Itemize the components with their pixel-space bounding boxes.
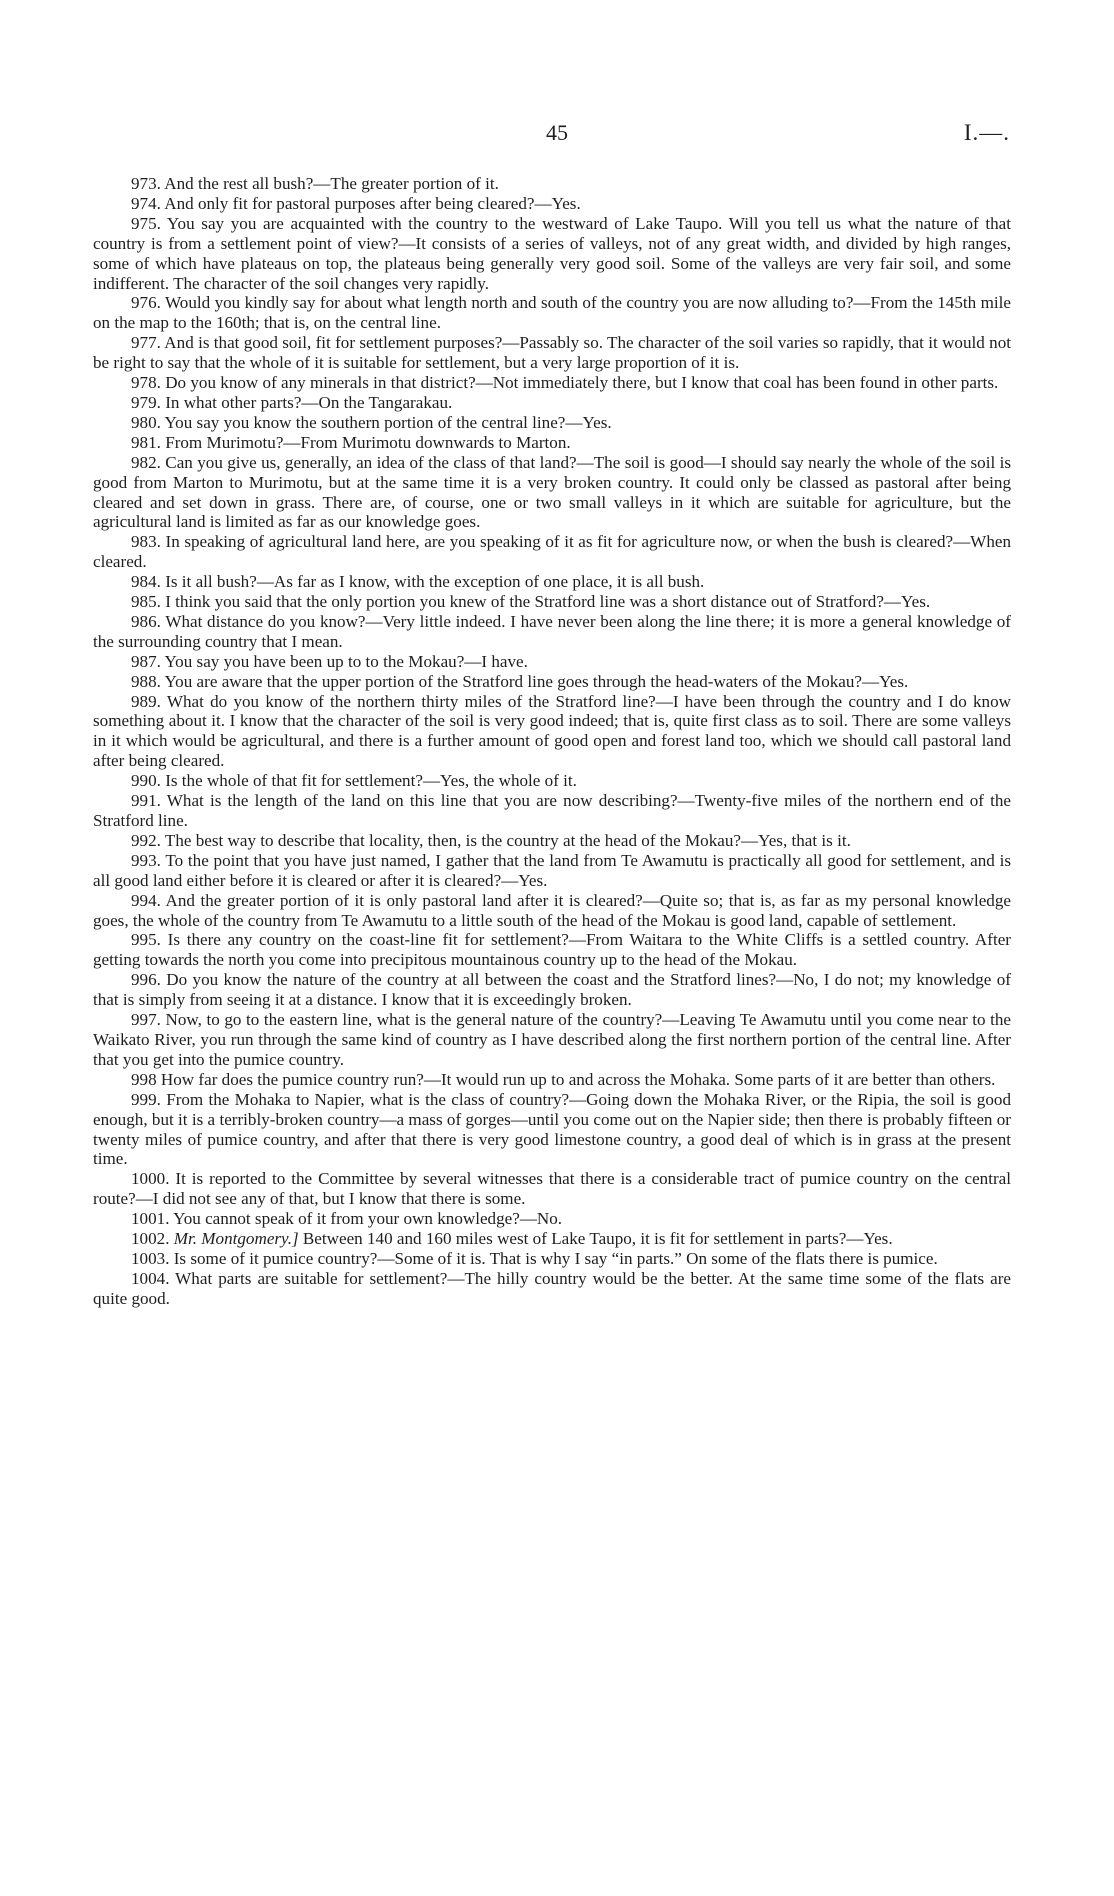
paragraph-1003: 1003. Is some of it pumice country?—Some of it is. That is why I say “in parts.” On some of the flats there is pumice. (131, 1248, 938, 1268)
paragraph-1002 (93, 1229, 1011, 1249)
paragraph-998: 998 How far does the pumice country run?—It would run up to and across the Mohaka. Some parts of it are better than others. (131, 1069, 996, 1089)
paragraph-983: 983. In speaking of agricultural land here, are you speaking of it as fit for agriculture now, or when the bush is cleared?—When cleared. (93, 532, 1011, 572)
paragraph-994: 994. And the greater portion of it is only pastoral land after it is cleared?—Quite so; that is, as far as my personal knowledge goes, the whole of the country from Te Awamutu to a little south of the head of the Mokau is good land, capable of settlement. (93, 890, 1011, 930)
paragraph-993: 993. To the point that you have just named, I gather that the land from Te Awamutu is practically all good for settlement, and is all good land either before it is cleared or after it is cleared?—Yes. (93, 850, 1011, 890)
paragraph-973: 973. And the rest all bush?—The greater portion of it. (131, 174, 499, 193)
paragraph-1004: 1004. What parts are suitable for settlement?—The hilly country would be the better. At the same time some of the flats are quite good. (93, 1268, 1011, 1308)
paragraph-982: 982. Can you give us, generally, an idea of the class of that land?—The soil is good—I should say nearly the whole of the soil is good from Marton to Murimotu, but at the same time it is a very broken country. It could only be classed as pastoral after being cleared and set down in grass. There are, of course, one or two small valleys in it which are suitable for agriculture, but the agricultural land is limited as far as our knowledge goes. (93, 452, 1011, 532)
paragraph-976: 976. Would you kindly say for about what length north and south of the country you are now alluding to?—From the 145th mile on the map to the 160th; that is, on the central line. (93, 293, 1011, 333)
paragraph-979: 979. In what other parts?—On the Tangarakau. (131, 392, 453, 412)
paragraph-991: 991. What is the length of the land on this line that you are now describing?—Twenty-five miles of the northern end of the Stratford line. (93, 791, 1011, 830)
page-header (0, 120, 1114, 154)
paragraph-995: 995. Is there any country on the coast-line fit for settlement?—From Waitara to the White Cliffs is a settled country. After getting towards the north you come into precipitous mountainous country up to the head of the Mokau. (93, 930, 1011, 970)
paragraph-988: 988. You are aware that the upper portion of the Stratford line goes through the head-waters of the Mokau?—Yes. (131, 671, 909, 691)
paragraph-975: 975. You say you are acquainted with the country to the westward of Lake Taupo. Will you tell us what the nature of that country is from a settlement point of view?—It consists of a series of valleys, not of any great width, and divided by high ranges, some of which have plateaus on top, the plateaus being generally very good soil. Some of the valleys are very fair soil, and some indifferent. The character of the soil changes very rapidly. (93, 213, 1011, 293)
speaker-name: Mr. Montgomery.] (173, 1229, 299, 1249)
paragraph-986: 986. What distance do you know?—Very little indeed. I have never been along the line there; it is more a general knowledge of the surrounding country that I mean. (93, 611, 1011, 651)
question-text: Between 140 and 160 miles west of Lake Taupo, it is fit for settlement in parts?—Yes. (302, 1229, 893, 1249)
paragraph-999: 999. From the Mohaka to Napier, what is the class of country?—Going down the Mohaka River, or the Ripia, the soil is good enough, but it is a terribly-broken country—a mass of gorges—until you come out on the Napier side; then there is probably fifteen or twenty miles of pumice country, and after that there is very good limestone country, a good deal of which is in grass at the present time. (93, 1089, 1011, 1169)
paragraph-984: 984. Is it all bush?—As far as I know, with the exception of one place, it is all bush. (131, 572, 705, 592)
paragraph-992: 992. The best way to describe that locality, then, is the country at the head of the Mokau?—Yes, that is it. (131, 830, 851, 850)
paragraph-990: 990. Is the whole of that fit for settlement?—Yes, the whole of it. (131, 771, 577, 791)
paragraph-980: 980. You say you know the southern portion of the central line?—Yes. (131, 412, 612, 432)
question-number: 1002. (131, 1229, 170, 1249)
paragraph-981: 981. From Murimotu?—From Murimotu downwards to Marton. (131, 432, 571, 452)
paragraph-996: 996. Do you know the nature of the country at all between the coast and the Stratford lines?—No, I do not; my knowledge of that is simply from seeing it at a distance. I know that it is exceedingly broken. (93, 970, 1011, 1010)
paragraph-997: 997. Now, to go to the eastern line, what is the general nature of the country?—Leaving Te Awamutu until you come near to the Waikato River, you run through the same kind of country as I have described along the first northern portion of the central line. After that you get into the pumice country. (93, 1010, 1011, 1069)
testimony-body (93, 174, 1011, 1309)
page-number: 45 (546, 120, 568, 145)
paragraph-1001: 1001. You cannot speak of it from your own knowledge?—No. (131, 1209, 563, 1229)
paragraph-985: 985. I think you said that the only portion you knew of the Stratford line was a short distance out of Stratford?—Yes. (131, 592, 931, 612)
paragraph-974: 974. And only fit for pastoral purposes after being cleared?—Yes. (131, 193, 581, 213)
paragraph-978: 978. Do you know of any minerals in that district?—Not immediately there, but I know that coal has been found in other parts. (131, 373, 999, 393)
paragraph-977: 977. And is that good soil, fit for settlement purposes?—Passably so. The character of the soil varies so rapidly, that it would not be right to say that the whole of it is suitable for settlement, but a very large proportion of it is. (93, 333, 1011, 373)
paragraph-989: 989. What do you know of the northern thirty miles of the Stratford line?—I have been through the country and I do know something about it. I know that the character of the soil is very good indeed; that is, quite first class as to soil. There are some valleys in it which would be agricultural, and there is a further amount of good open and forest land too, which we should call pastoral land after being cleared. (93, 691, 1011, 771)
paragraph-1000: 1000. It is reported to the Committee by several witnesses that there is a considerable tract of pumice country on the central route?—I did not see any of that, but I know that there is some. (93, 1169, 1011, 1209)
paragraph-987: 987. You say you have been up to to the Mokau?—I have. (131, 651, 528, 671)
series-mark: I.—. (963, 120, 1010, 145)
